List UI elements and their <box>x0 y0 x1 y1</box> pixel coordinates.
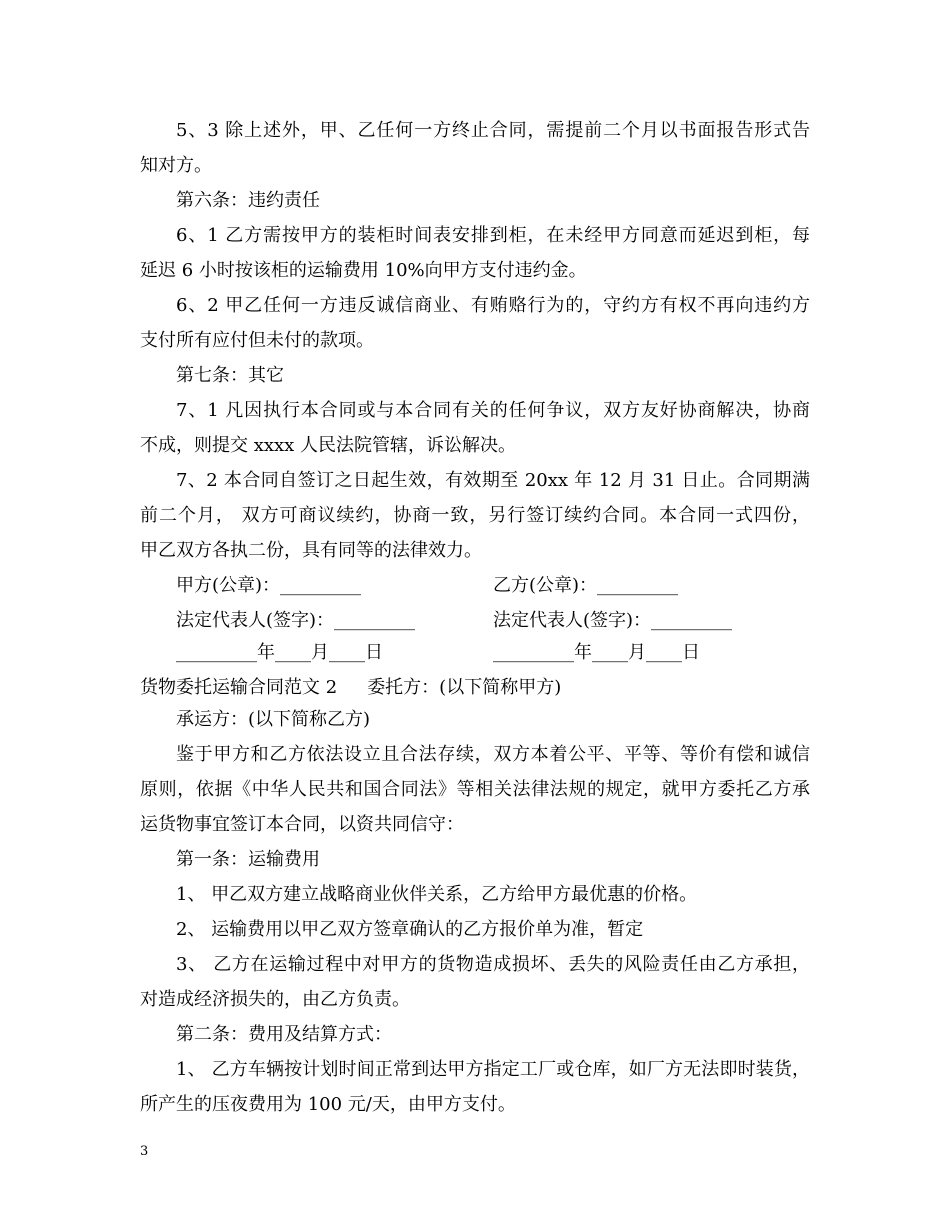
article-7-heading: 第七条：其它 <box>176 365 284 386</box>
article-1-item-3-line: 对造成经济损失的，由乙方负责。 <box>140 989 410 1010</box>
party-b-seal: 乙方(公章)：_________ <box>493 575 679 596</box>
document-body <box>140 113 810 1122</box>
client-party: 委托方：(以下简称甲方) <box>367 677 562 698</box>
party-a-date: _________年____月____日 <box>176 642 383 663</box>
article-6-heading: 第六条：违约责任 <box>176 190 320 211</box>
clause-7-1-line: 7、1 凡因执行本合同或与本合同有关的任何争议，双方友好协商解决，协商 <box>176 400 810 421</box>
carrier-party: 承运方：(以下简称乙方) <box>176 709 371 730</box>
clause-6-1-line: 延迟 6 小时按该柜的运输费用 10%向甲方支付违约金。 <box>140 260 587 281</box>
preamble-line: 运货物事宜签订本合同，以资共同信守： <box>140 814 464 835</box>
clause-6-2-line: 支付所有应付但未付的款项。 <box>140 330 374 351</box>
clause-5-3-line: 5、3 除上述外，甲、乙任何一方终止合同，需提前二个月以书面报告形式告 <box>176 120 810 141</box>
article-1-item-1: 1、 甲乙双方建立战略商业伙伴关系，乙方给甲方最优惠的价格。 <box>176 884 698 905</box>
party-b-date: _________年____月____日 <box>493 642 700 663</box>
clause-5-3-line: 知对方。 <box>140 155 212 176</box>
clause-7-2-line: 7、2 本合同自签订之日起生效，有效期至 20xx 年 12 月 31 日止。合同期满 <box>176 470 810 491</box>
party-a-seal: 甲方(公章)：_________ <box>176 575 362 596</box>
article-1-heading: 第一条：运输费用 <box>176 849 320 870</box>
party-b-representative: 法定代表人(签字)：_________ <box>493 610 733 631</box>
second-contract-title-line <box>140 670 810 705</box>
preamble-line: 原则，依据《中华人民共和国合同法》等相关法律法规的规定，就甲方委托乙方承 <box>140 779 810 800</box>
page-number: 3 <box>140 1144 149 1159</box>
clause-7-1-line: 不成，则提交 xxxx 人民法院管辖，诉讼解决。 <box>140 435 517 456</box>
party-a-representative: 法定代表人(签字)：_________ <box>176 610 416 631</box>
clause-6-1-line: 6、1 乙方需按甲方的装柜时间表安排到柜，在未经甲方同意而延迟到柜，每 <box>176 225 810 246</box>
article-2-item-1-line: 所产生的压夜费用为 100 元/天，由甲方支付。 <box>140 1094 516 1115</box>
preamble-line: 鉴于甲方和乙方依法设立且合法存续，双方本着公平、平等、等价有偿和诚信 <box>176 744 810 765</box>
article-1-item-3-line: 3、 乙方在运输过程中对甲方的货物造成损坏、丢失的风险责任由乙方承担， <box>176 954 810 975</box>
article-2-item-1-line: 1、 乙方车辆按计划时间正常到达甲方指定工厂或仓库，如厂方无法即时装货， <box>176 1059 810 1080</box>
second-contract-title: 货物委托运输合同范文 2 <box>140 677 338 698</box>
signature-seal-row <box>140 568 810 603</box>
clause-7-2-line: 前二个月， 双方可商议续约，协商一致，另行签订续约合同。本合同一式四份， <box>140 505 810 526</box>
signature-representative-row <box>140 603 810 638</box>
article-2-heading: 第二条：费用及结算方式： <box>176 1024 392 1045</box>
article-1-item-2: 2、 运输费用以甲乙双方签章确认的乙方报价单为准，暂定 <box>176 919 644 940</box>
clause-7-2-line: 甲乙双方各执二份，具有同等的法律效力。 <box>140 540 482 561</box>
clause-6-2-line: 6、2 甲乙任何一方违反诚信商业、有贿赂行为的，守约方有权不再向违约方 <box>176 295 810 316</box>
signature-date-row <box>140 635 810 670</box>
